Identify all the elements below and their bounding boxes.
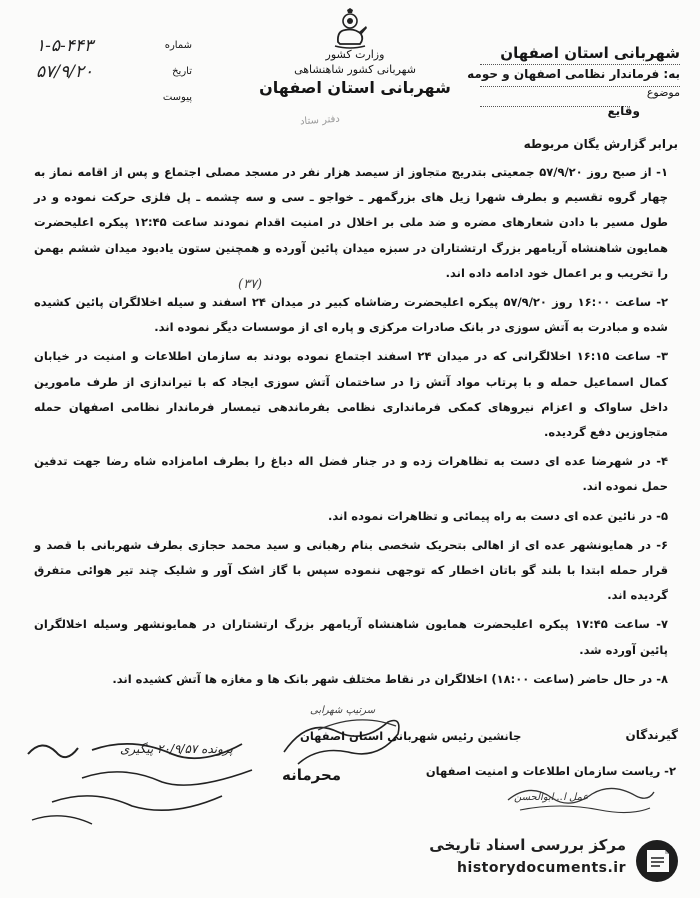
deputy-seal-name: سرتیپ شهرابی <box>310 705 376 716</box>
divider-line <box>480 86 680 87</box>
attachment-label: پیوست <box>162 92 192 103</box>
date-label: تاریخ <box>172 66 192 77</box>
watermark-title: مرکز بررسی اسناد تاریخی <box>429 836 626 854</box>
recipients-label: گیرندگان <box>625 728 678 742</box>
report-paragraph: ۳- ساعت ۱۶:۱۵ اخلالگرانی که در میدان ۲۴ اسفند اجتماع نموده بودند به سازمان اطلاعات و امنیت در خیابان کمال اسماعیل حمله و با پرتاب مواد آتش زا در ساختمان آتش سوزی ایجاد که با تیراندازی از طرف مامورین داخل ساواک و اعزام نیروهای کمکی فرمانداری نظامی بفرماندهی تیمسار فرماندار نظامی اصفهان حمله متجاوزین دفع گردیده. <box>34 349 668 440</box>
date-value: ۵۷/۹/۲۰ <box>36 62 94 82</box>
attachment-row <box>32 88 192 114</box>
number-value: ۱-۵-۴۴۳ <box>36 36 94 56</box>
subject-value: وقایع <box>607 104 640 118</box>
subject-label: موضوع <box>646 86 680 99</box>
divider-line <box>480 106 630 107</box>
report-intro: برابر گزارش یگان مربوطه <box>523 137 678 151</box>
report-paragraph: ۶- در همایونشهر عده ای از اهالی بتحریک شخصی بنام رهبانی و سید محمد حجازی بطرف شهربانی با قصد و قرار حمله ابتدا با بلند گو باتان اخطار که توجهی ننموده سپس با گاز اشک آور و شلیک چند تیر هوائی متفرق گردیده اند. <box>34 537 668 603</box>
watermark-url: historydocuments.ir <box>457 860 626 876</box>
sender-org: شهربانی استان اصفهان <box>500 44 680 62</box>
report-paragraph: ۸- در حال حاضر (ساعت ۱۸:۰۰) اخلالگران در نقاط مختلف شهر بانک ها و مغازه ها آتش کشیده اند. <box>112 671 668 686</box>
lion-and-sun-emblem-icon <box>331 8 369 50</box>
report-body <box>34 160 668 696</box>
handwritten-margin-note: (۳۷) <box>238 277 263 292</box>
classification-stamp: محرمانه <box>282 766 342 784</box>
national-police-name: شهربانی کشور شاهنشاهی <box>294 63 416 76</box>
report-paragraph: ۴- در شهرضا عده ای دست به تظاهرات زده و در جنار فضل اله دباغ را بطرف امامزاده شاه رضا جهت تدفین حمل نموده اند. <box>34 454 668 494</box>
recipient-name: فرماندار نظامی اصفهان و حومه <box>467 67 660 81</box>
report-paragraph: ۷- ساعت ۱۷:۴۵ پیکره اعلیحضرت همایون شاهنشاه آریامهر بزرگ ارتشتاران در همایونشهر وسیله اخلالگران پائین آورده شد. <box>34 617 668 657</box>
center-letterhead <box>240 48 470 99</box>
archive-watermark <box>424 836 686 886</box>
date-row <box>32 62 192 88</box>
archive-logo-icon <box>634 838 680 884</box>
faint-office-stamp: دفتر ستاد <box>299 113 341 128</box>
report-paragraph: ۱- از صبح روز ۵۷/۹/۲۰ جمعیتی بتدریج متجاوز از سیصد هزار نفر در مسجد مصلی اجتماع و پس از اقامه نماز به چهار گروه تقسیم و بطرف شهرا زیل های بزرگمهر ـ خواجو ـ سی و سه چشمه ـ پل فلزی حرکت نموده و در طول مسیر با دادن شعارهای مضره و ضد ملی بر اخلال در امنیت اقدام نمودند ساعت ۱۲:۴۵ پیکره اعلیحضرت همایون شاهنشاه آریامهر بزرگ ارتشتاران در سبزه میدان پائین آورده و همچنین ستون یادبود میدان ششم بهمن را تخریب و بر اعمال خود ادامه داده اند. <box>34 165 668 280</box>
recipient-line <box>460 64 680 84</box>
reference-block <box>32 36 192 114</box>
report-paragraph: ۲- ساعت ۱۶:۰۰ روز ۵۷/۹/۲۰ پیکره اعلیحضرت رضاشاه کبیر در میدان ۲۴ اسفند و سیله اخلالگران پائین کشیده شده و مبادرت به آتش سوزی در بانک صادرات مرکزی و پاره ای از موسسات دیگر نموده اند. <box>34 295 669 335</box>
number-label: شماره <box>164 40 192 51</box>
copy-recipient: ۲- ریاست سازمان اطلاعات و امنیت اصفهان <box>425 764 676 778</box>
divider-line <box>480 64 680 65</box>
addressee-block <box>460 42 680 120</box>
report-paragraph: ۵- در نائین عده ای دست به راه پیمائی و تظاهرات نموده اند. <box>328 508 668 523</box>
handwritten-initials-text: عمل ا...ابوالحسن <box>514 792 589 803</box>
ministry-name: وزارت کشور <box>325 48 385 61</box>
deputy-title: جانشین رئیس شهربانی استان اصفهان <box>300 729 522 743</box>
provincial-police-name: شهربانی استان اصفهان <box>259 78 451 97</box>
recipient-label: به: <box>663 67 680 81</box>
number-row <box>32 36 192 62</box>
handwritten-minute-text: پرونده ۲۰/۹/۵۷ پیگیری <box>120 742 233 756</box>
